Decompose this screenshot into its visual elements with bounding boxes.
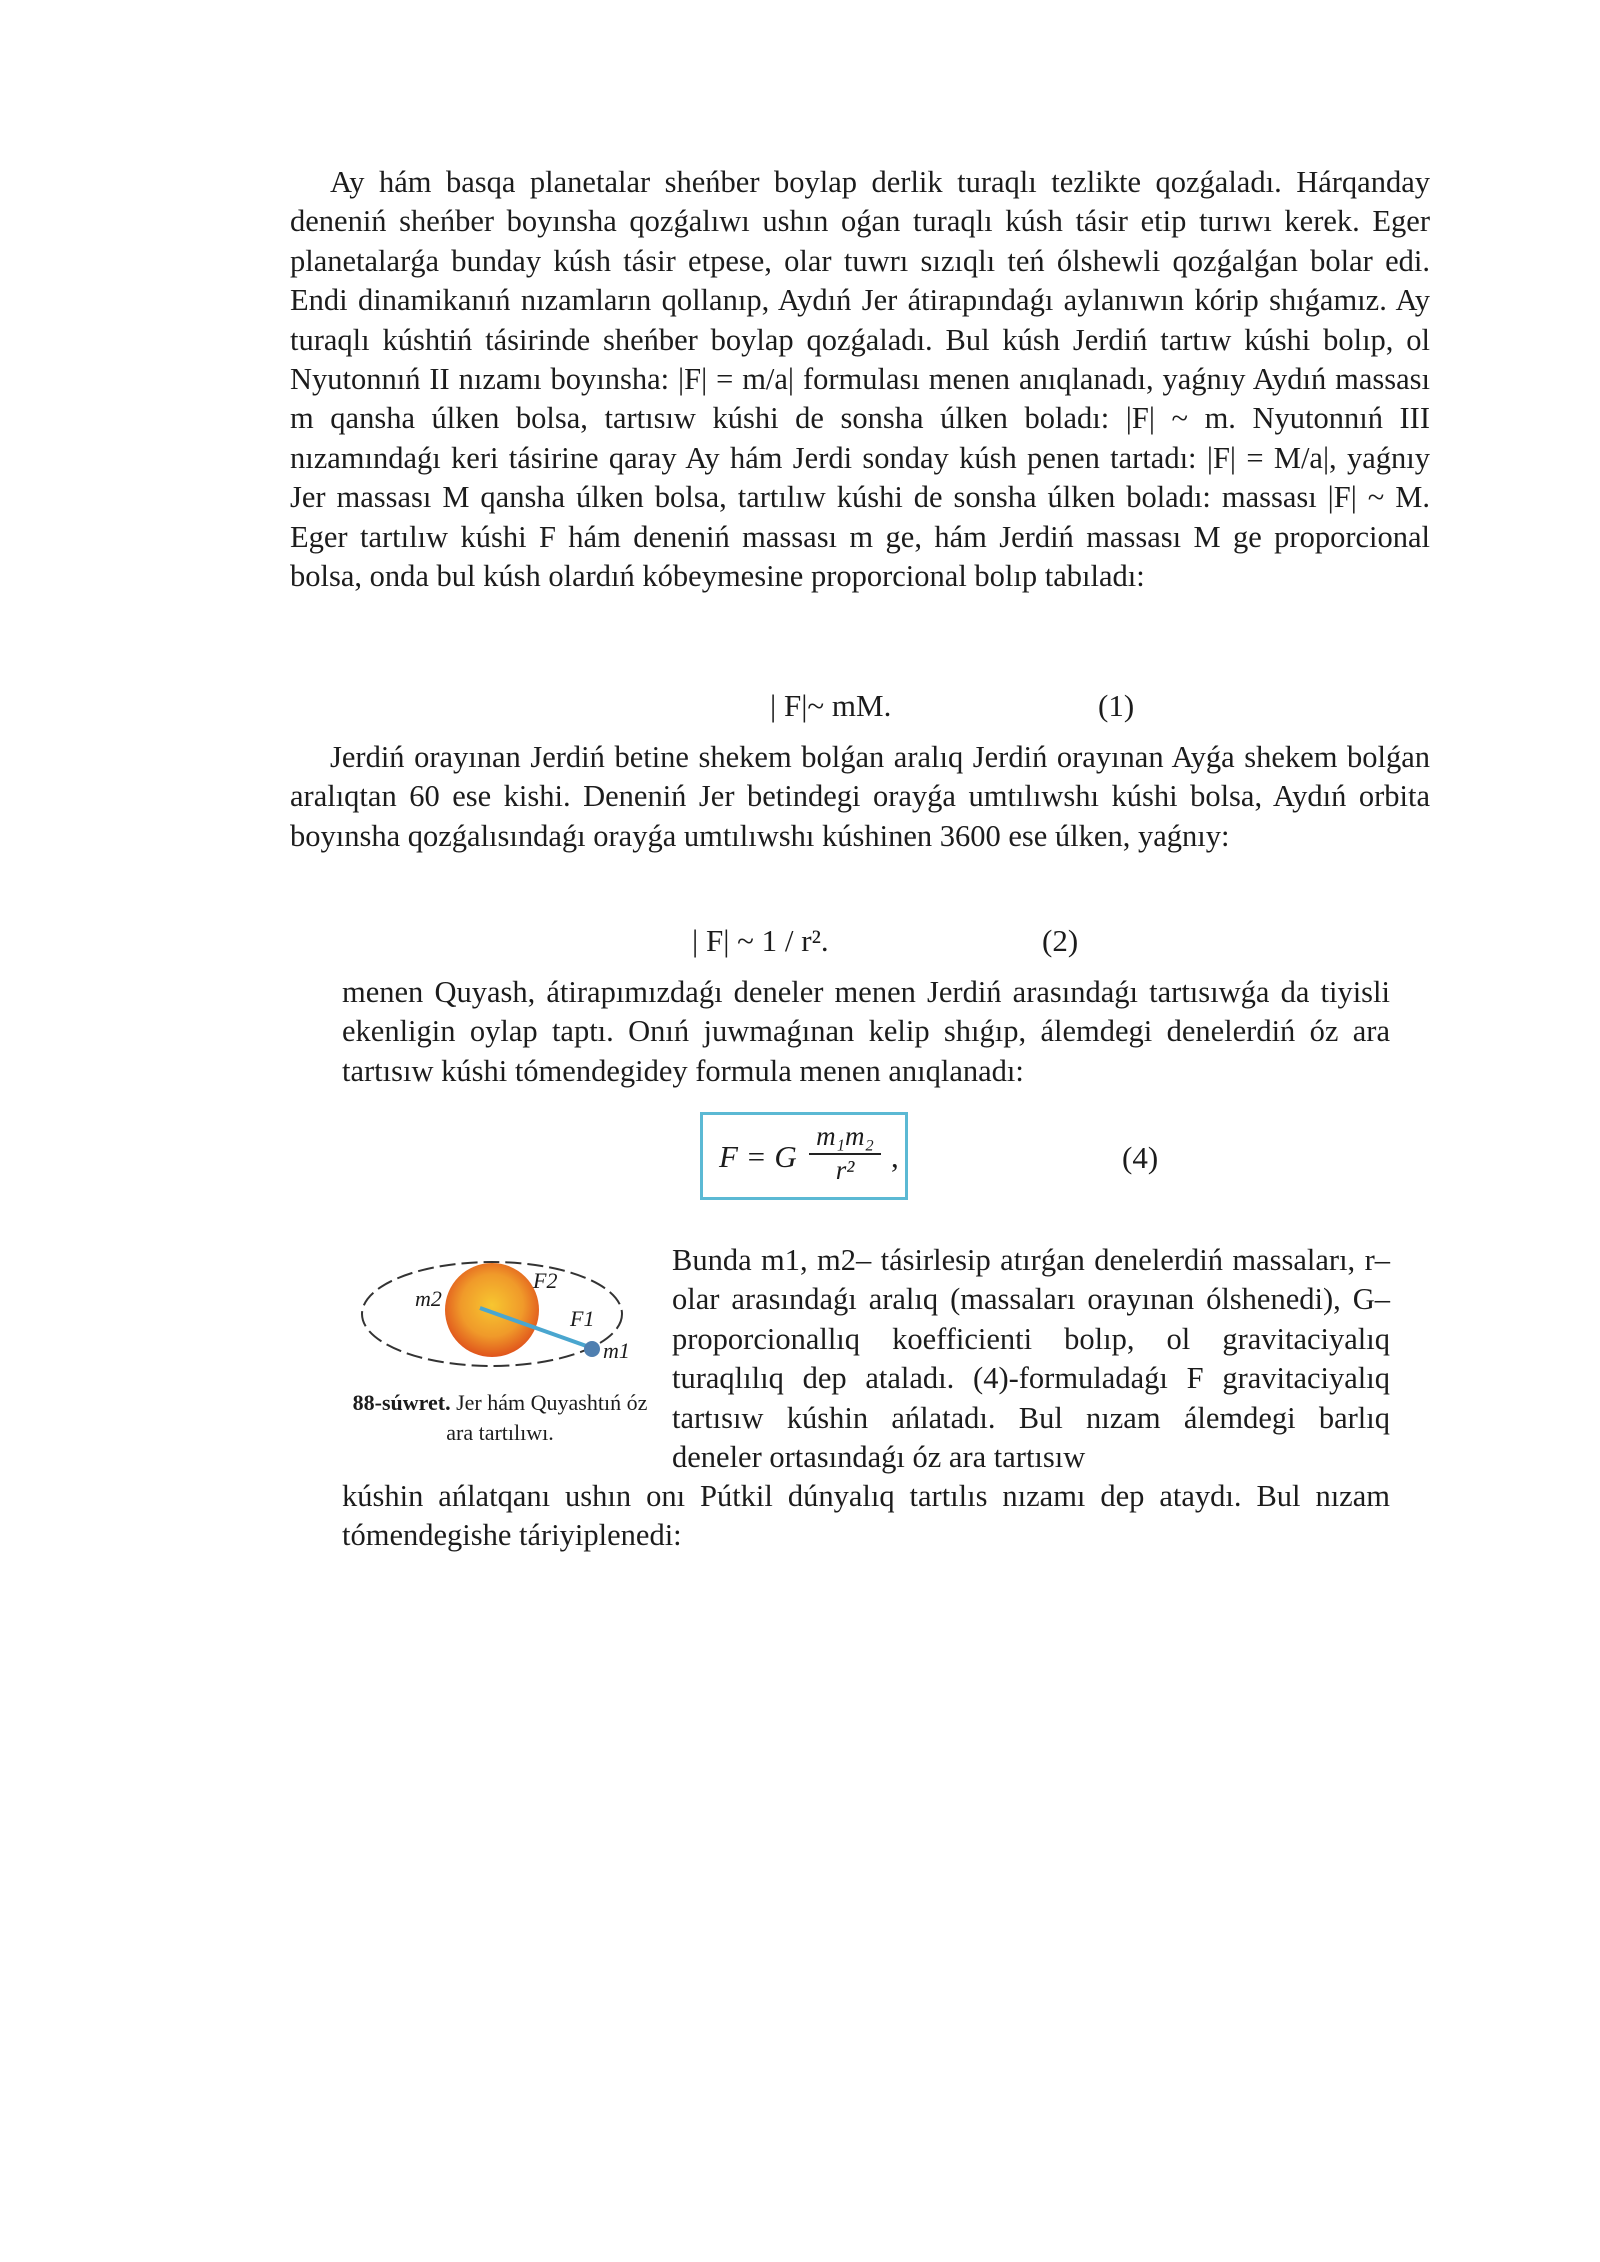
sun-icon [445,1263,539,1357]
label-m2: m2 [415,1286,442,1311]
formula-lhs: F = G [719,1139,797,1174]
formula-numerator: m₁m₂ [809,1119,881,1155]
paragraph-1: Ay hám basqa planetalar sheńber boylap derlik turaqlı tezlikte qozǵaladı. Hárqanday deneniń sheńber boyınsha qozǵalıwı ushın oǵan turaqlı kúsh tásir etip turıwı kerek. Eger planetalarǵa bunday kúsh tásir etpese, olar tuwrı sızıqlı teń ólshewli qozǵalǵan bolar edi. Endi dinamikanıń nızamların qollanıp, Aydıń Jer átirapındaǵı aylanıwın kórip shıǵamız. Ay turaqlı kúshtiń tásirinde sheńber boylap qozǵaladı. Bul kúsh Jerdiń tartıw kúshi bolıp, ol Nyutonnıń II nızamı boyınsha: |F| = m/a| formulası menen anıqlanadı, yaǵnıy Aydıń massası m qansha úlken bolsa, tartısıw kúshi de sonsha úlken boladı: |F| ~ m. Nyutonnıń III nızamındaǵı keri tásirine qaray Ay hám Jerdi sonday kúsh penen tartadı: |F| = M/a|, yaǵnıy Jer massası M qansha úlken bolsa, tartılıw kúshi de sonsha úlken boladı: massası |F| ~ M. Eger tartılıw kúshi F hám deneniń massası m ge, hám Jerdiń massası M ge proporcional bolsa, onda bul kúsh olardıń kóbeymesine proporcional bolıp tabıladı: [290,165,1430,594]
formula-denominator: r² [835,1155,855,1185]
caption-text: Jer hám Quyashtıń óz ara tartılıwı. [446,1390,648,1445]
paragraph-3: menen Quyash, átirapımızdaǵı deneler menen Jerdiń arasındaǵı tartısıwǵa da tiyisli ekenligin oylap taptı. Onıń juwmaǵınan kelip shıǵıp, álemdegi denelerdiń óz ara tartısıw kúshi tómendegidey formula menen anıqlanadı: [342,975,1390,1088]
label-F1: F1 [570,1306,595,1331]
equation-2: | F| ~ 1 / r². [692,923,829,958]
paragraph-5: kúshin ańlatqanı ushın onı Pútkil dúnyalıq tartılıs nızamı dep ataydı. Bul nızam tómendegishe táriyiplenedi: [342,1479,1390,1553]
equation-1-number: (1) [1098,688,1135,723]
label-F2: F2 [533,1268,558,1293]
sun-earth-figure [355,1248,645,1378]
figure-caption [340,1388,660,1448]
paragraph-4: Bunda m1, m2– tásirlesip atırǵan denelerdiń massaları, r–olar arasındaǵı aralıq (massaları orayınan ólshenedi), G–proporcionallıq koefficienti bolıp, ol gravitaciyalıq turaqlılıq dep ataladı. (4)-formuladaǵı F gravitaciyalıq tartısıw kúshin ańlatadı. Bul nızam álemdegi barlıq deneler ortasındaǵı óz ara tartısıw [672,1243,1390,1475]
equation-2-number: (2) [1042,923,1079,958]
label-m1: m1 [603,1338,630,1363]
earth-icon [584,1341,600,1357]
formula-comma: , [891,1139,899,1174]
paragraph-2: Jerdiń orayınan Jerdiń betine shekem bolǵan aralıq Jerdiń orayınan Ayǵa shekem bolǵan aralıqtan 60 ese kishi. Deneniń Jer betindegi orayǵa umtılıwshı kúshi bolsa, Aydıń orbita boyınsha qozǵalısındaǵı orayǵa umtılıwshı kúshinen 3600 ese úlken, yaǵnıy: [290,740,1430,853]
formula-fraction [809,1119,881,1185]
caption-label: 88-súwret. [352,1390,451,1415]
equation-4-number: (4) [1122,1140,1159,1175]
equation-1: | F|~ mM. [770,688,892,723]
gravitation-formula-box [700,1112,908,1200]
